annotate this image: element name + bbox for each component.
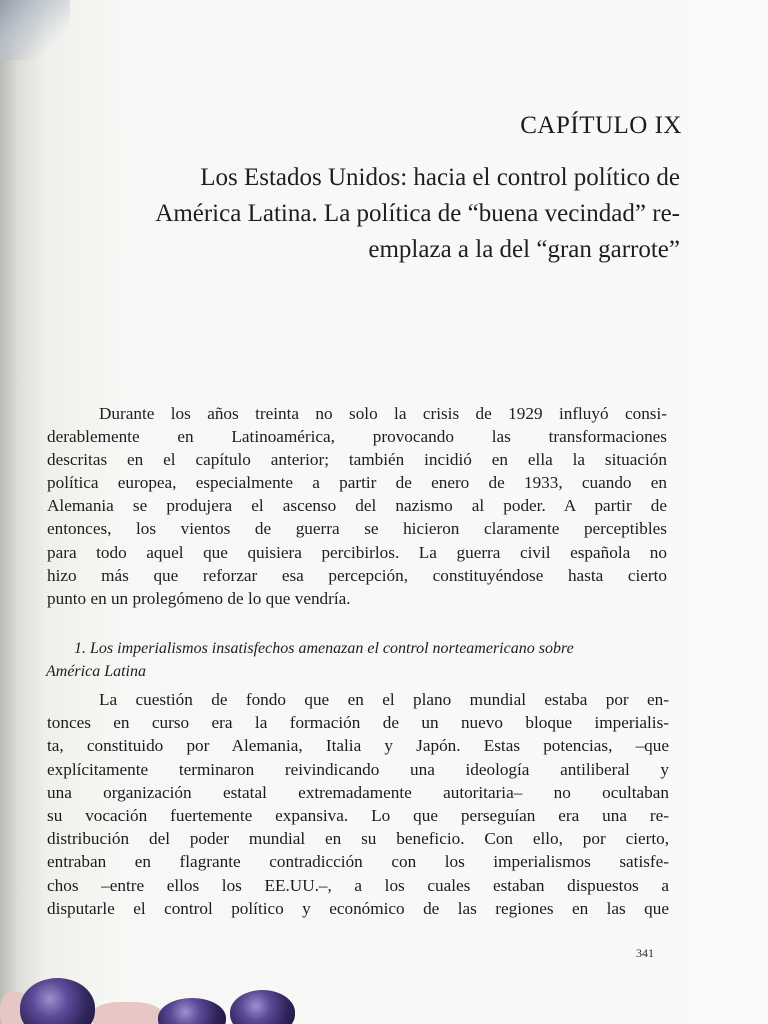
paragraph-1 [47,402,667,610]
chapter-number: CAPÍTULO IX [520,112,682,139]
text-line: su vocación fuertemente expansiva. Lo que perseguían era una re- [47,806,669,826]
chapter-title-line: América Latina. La política de “buena vecindad” re- [155,200,680,227]
section-heading-line: América Latina [46,663,146,680]
text-line: Durante los años treinta no solo la crisis de 1929 influyó consi- [99,404,667,423]
paragraph-2 [47,688,669,920]
text-line: hizo más que reforzar esa percepción, constituyéndose hasta cierto [47,565,667,585]
fingernail [158,998,226,1024]
chapter-title-line: Los Estados Unidos: hacia el control político de [200,164,680,191]
section-heading-line: 1. Los imperialismos insatisfechos amenazan el control norteamericano sobre [74,640,574,657]
book-page [20,10,760,1020]
text-line: entonces, los vientos de guerra se hicieron claramente perceptibles [47,519,667,539]
text-line: una organización estatal extremadamente autoritaria– no ocultaban [47,782,669,802]
text-line: punto en un prolegómeno de lo que vendría. [47,588,351,608]
fingernail [20,978,95,1024]
chapter-title-line: emplaza a la del “gran garrote” [368,236,680,263]
text-line: ta, constituido por Alemania, Italia y Japón. Estas potencias, –que [47,736,669,756]
section-heading [46,637,694,683]
text-line: explícitamente terminaron reivindicando una ideología antiliberal y [47,759,669,779]
text-line: distribución del poder mundial en su beneficio. Con ello, por cierto, [47,829,669,849]
text-line: derablemente en Latinoamérica, provocando las transformaciones [47,427,667,447]
fingernail [230,990,295,1024]
fingertip-skin [92,1002,162,1024]
fingertips [0,968,768,1024]
text-line: política europea, especialmente a partir de enero de 1933, cuando en [47,473,667,493]
text-line: disputarle el control político y económico de las regiones en las que [47,898,669,918]
text-line: chos –entre ellos los EE.UU.–, a los cuales estaban dispuestos a [47,875,669,895]
text-line: Alemania se produjera el ascenso del nazismo al poder. A partir de [47,496,667,516]
text-line: tonces en curso era la formación de un nuevo bloque imperialis- [47,713,669,733]
text-line: La cuestión de fondo que en el plano mundial estaba por en- [99,690,669,709]
chapter-title [80,160,680,268]
text-line: para todo aquel que quisiera percibirlos. La guerra civil española no [47,542,667,562]
text-line: descritas en el capítulo anterior; también incidió en ella la situación [47,450,667,470]
text-line: entraban en flagrante contradicción con los imperialismos satisfe- [47,852,669,872]
page-number: 341 [636,946,654,960]
